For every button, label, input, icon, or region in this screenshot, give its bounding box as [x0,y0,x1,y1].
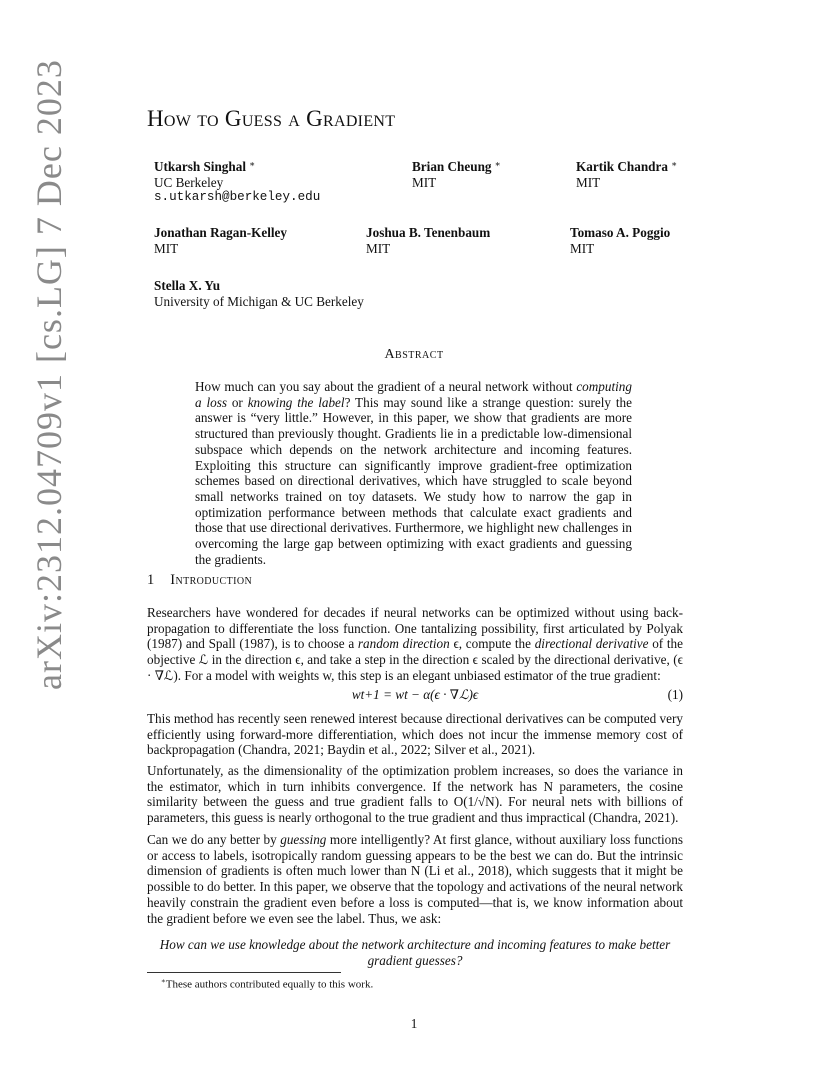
paragraph-text-part: ϵ, compute the [449,636,535,652]
paragraph [147,605,683,684]
paragraph [147,832,683,926]
author-name: Joshua B. Tenenbaum [366,225,491,240]
equation-body: wt+1 = wt − α(ϵ · ∇ℒ)ϵ [351,687,479,702]
author-name: Kartik Chandra [576,159,668,174]
author-name: Jonathan Ragan-Kelley [154,225,287,240]
author-block [576,157,677,190]
abstract-emphasis: knowing the label [247,394,345,410]
abstract-heading: Abstract [384,347,444,362]
equal-contribution-mark: ∗ [670,159,678,169]
section-title: Introduction [170,572,253,588]
equation [147,687,683,705]
paragraph-emphasis: random direction [357,636,450,652]
author-affiliation: MIT [412,174,437,190]
footnote-mark: ∗ [161,977,166,985]
equation-number: (1) [667,687,683,702]
author-affiliation: University of Michigan & UC Berkeley [154,293,364,309]
section-heading [147,572,252,589]
section-number: 1 [147,572,155,588]
abstract-emphasis: computing a loss [195,379,632,410]
author-block [366,225,490,256]
arxiv-stamp: arXiv:2312.04709v1 [cs.LG] 7 Dec 2023 [29,59,69,690]
page-number: 1 [410,1016,418,1031]
equal-contribution-mark: ∗ [494,159,501,169]
author-affiliation: MIT [576,174,601,190]
abstract-text [195,379,632,567]
paragraph-emphasis: guessing [280,832,327,847]
paragraph: This method has recently seen renewed interest because directional derivatives can be computed very efficiently using forward-more differentiation, which does not incur the immense memory cost of backpropagation (Chandra, 2021; Baydin et al., 2022; Silver et al., 2021). [147,711,683,758]
author-block [154,157,320,206]
author-affiliation: UC Berkeley [154,174,224,190]
footnote [161,977,373,991]
author-name: Brian Cheung [412,159,492,174]
author-block [154,278,364,309]
abstract-text-part: ? This may sound like a strange question: surely the answer is “very little.” However, in this paper, we show that gradients are more structured than previously thought. Gradients lie in a predictable low-dimensional subspace which depends on the network architecture and incoming features. Exploiting this structure can significantly improve gradient-free optimization schemes based on directional derivatives, which have struggled to scale beyond small networks trained on toy datasets. We study how to narrow the gap in optimization performance between methods that calculate exact gradients and those that use directional derivatives. Furthermore, we highlight new challenges in overcoming the large gap between optimizing with exact gradients and guessing the gradients. [195,394,632,567]
paragraph-emphasis: directional derivative [534,636,649,652]
footnote-text: These authors contributed equally to this work. [165,978,374,991]
author-affiliation: MIT [366,240,391,256]
paragraph: Unfortunately, as the dimensionality of the optimization problem increases, so does the variance in the estimator, which in turn inhibits convergence. If the network has N parameters, the cosine similarity between the guess and true gradient falls to O(1/√N). For neural nets with billions of parameters, this guess is nearly orthogonal to the true gradient and thus impractical (Chandra, 2021). [147,763,683,826]
footnote-rule [147,972,341,973]
paragraph-text-part: more intelligently? At first glance, without auxiliary loss functions or access to labels, isotropically random guessing appears to be the best we can do. But the intrinsic dimension of gradients is often much lower than N (Li et al., 2018), which suggests that it might be possible to do better. In this paper, we observe that the topology and activations of the neural network heavily constrain the gradient even before a loss is computed—that is, we know information about the gradient before we even see the label. Thus, we ask: [147,832,684,926]
abstract-text-part: How much can you say about the gradient of a neural network without [195,379,577,394]
author-block [570,225,670,256]
author-name: Utkarsh Singhal [154,159,246,174]
paragraph-text-part: Researchers have wondered for decades if neural networks can be optimized without using back-propagation to differentiate the loss function. One tantalizing possibility, first articulated by Polyak (1987) and Spall (1987), is to choose a [147,605,683,652]
author-block [412,157,501,190]
paper-title: How to Guess a Gradient [147,106,396,131]
author-affiliation: MIT [154,240,179,256]
author-affiliation: MIT [570,240,595,256]
equal-contribution-mark: ∗ [248,159,256,169]
paragraph-text-part: Can we do any better by [147,832,281,847]
abstract-text-part: or [226,394,248,410]
author-email[interactable]: s.utkarsh@berkeley.edu [154,190,321,204]
paragraph-text-part: of the objective ℒ in the direction ϵ, and take a step in the direction ϵ scaled by the directional derivative, (ϵ · ∇ℒ). For a model with weights w, this step is an elegant unbiased estimator of the true gradient: [147,636,684,683]
author-block [154,225,287,256]
research-question: How can we use knowledge about the network architecture and incoming features to make better gradient guesses? [159,937,671,968]
author-name: Stella X. Yu [154,278,221,293]
author-name: Tomaso A. Poggio [570,225,671,240]
